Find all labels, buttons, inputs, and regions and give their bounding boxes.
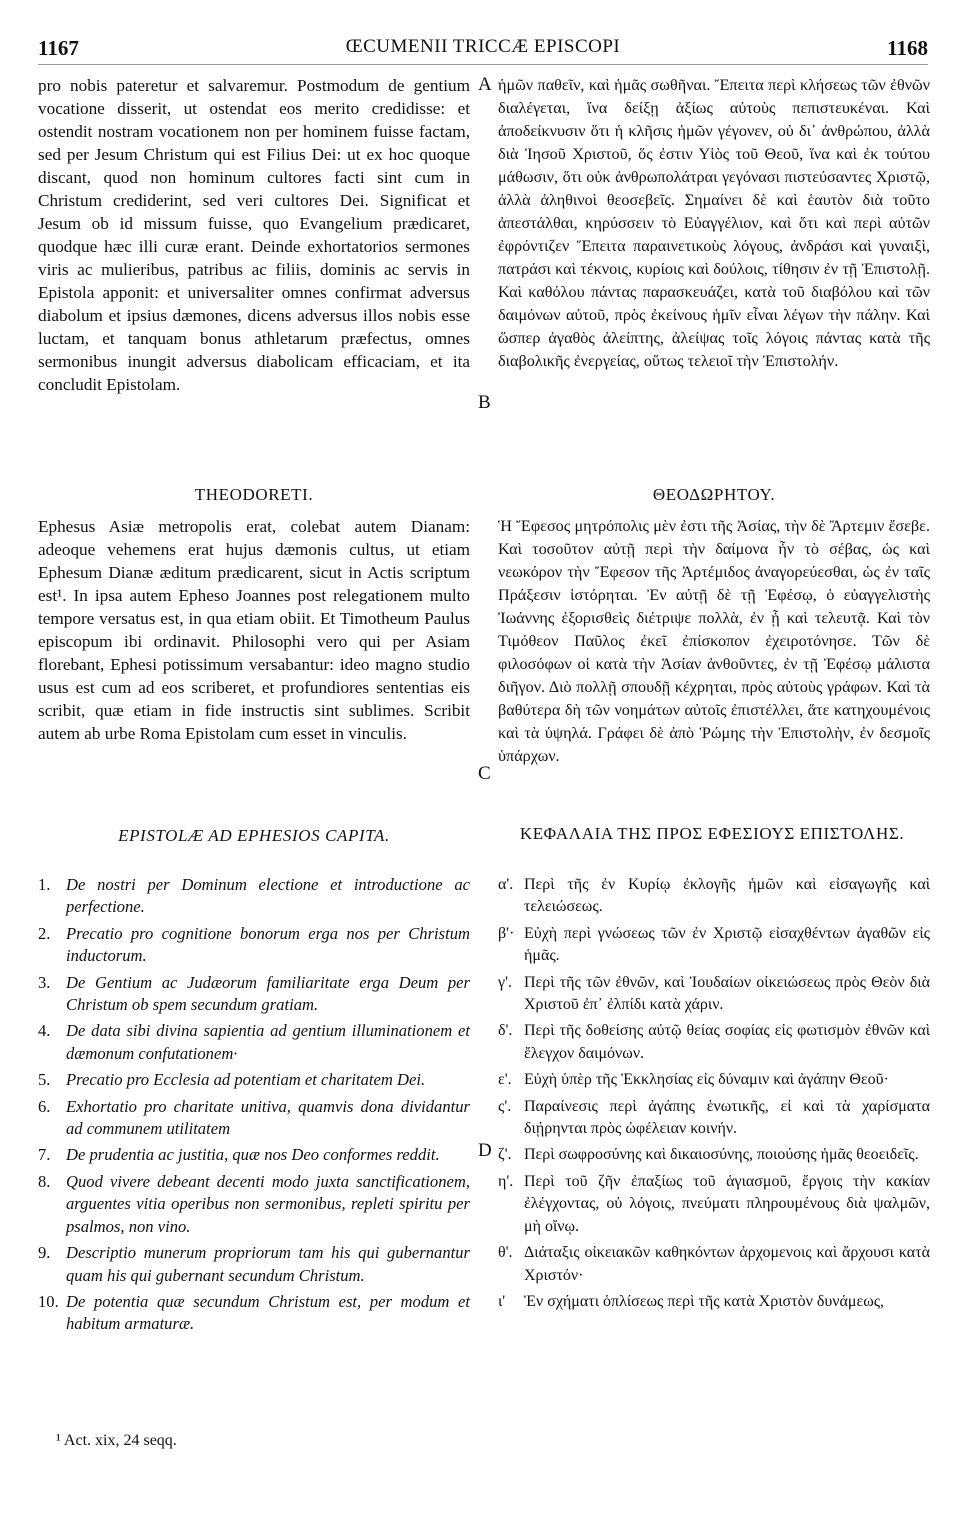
greek-chapter-text: Περὶ σωφροσύνης καὶ δικαιοσύνης, ποιούσης ἡμᾶς θεοειδεῖς.: [524, 1146, 919, 1164]
latin-chapter-number: 1.: [38, 875, 51, 894]
greek-chapter-number: ζ'.: [498, 1146, 512, 1164]
greek-chapter-number: ε'.: [498, 1071, 512, 1089]
greek-chapters-heading: ΚΕΦΑΛΑΙΑ ΤΗΣ ΠΡΟΣ ΕΦΕΣΙΟΥΣ ΕΠΙΣΤΟΛΗΣ.: [519, 824, 905, 843]
latin-chapter-item: [38, 923, 470, 968]
latin-theodoreti-text: Ephesus Asiæ metropolis erat, colebat autem Dianam: adeoque vehemens erat hujus dæmonis cultus, ut etiam Ephesum Dianæ æditum prædicarent, sicut in Actis scriptum est¹. In ipsa autem Epheso Joannes post relegationem multo tempore versatus est, in qua etiam obiit. Et Timotheum Paulus episcopum ibi ordinavit. Philosophi vero qui per Asiam florebant, Ephesi potissimum versabantur: ideo magno studio usus est cum ad eos scriberet, et profundiores sententias eis scribit, quæ etiam in fide instructis sint sublimes. Scribit autem ab urbe Roma Epistolam cum esset in vinculis.: [38, 517, 470, 743]
latin-chapter-number: 9.: [38, 1243, 51, 1263]
greek-intro-text: ἡμῶν παθεῖν, καὶ ἡμᾶς σωθῆναι. Ἔπειτα περὶ κλήσεως τῶν ἐθνῶν διαλέγεται, ἵνα δείξῃ ἀξίως αὐτοὺς πεπιστευκέναι. Καὶ ἀποδείκνυσιν ὅτι ἡ κλῆσις ἡμῶν γέγονεν, οὐ δι᾽ ἀνθρώπου, ἀλλὰ διὰ Ἰησοῦ Χριστοῦ, ὅς ἐστιν Υἱὸς τοῦ Θεοῦ, ἵνα καὶ ἐκ τούτου μάθωσιν, ὅτι οὐκ ἀνθρωπολάτραι γεγόνασι πιστεύσαντες Χριστῷ, ἀλλὰ ἀληθινοὶ θεοσεβεῖς. Σημαίνει δὲ καὶ ἑαυτὸν διὰ τοῦτο ἀπεστάλθαι, κηρύσσειν τὸ Εὐαγγέλιον, καὶ ὅτι καὶ περὶ αὐτῶν ἐφρόντιζεν Ἔπειτα παραινετικοὺς λόγους, ἀνδράσι καὶ γυναιξὶ, πατράσι καὶ τέκνοις, κυρίοις καὶ δούλοις, τίθησιν ἐν τῇ Ἐπιστολῇ. Καὶ καθόλου πάντας παρασκευάζει, κατὰ τοῦ διαβόλου καὶ τῶν δαιμόνων αὐτοῦ, πρὸς ἐκείνους ἡμῖν εἶναι λέγων τὴν πάλην. Καὶ ὥσπερ ἀγαθὸς ἀλείπτης, ἀλείψας τοῖς λόγοις πάντας κατὰ τῆς διαβολικῆς ἐνεργείας, οὕτως τελειοῖ τὴν Ἐπιστολήν.: [498, 76, 930, 370]
greek-chapter-text: Περὶ τῆς ἐν Κυρίῳ ἐκλογῆς ἡμῶν καὶ εἰσαγωγῆς καὶ τελειώσεως.: [524, 876, 930, 916]
margin-marker-b: B: [478, 392, 491, 413]
latin-chapter-text: Precatio pro cognitione bonorum erga nos per Christum inductorum.: [66, 923, 470, 966]
page-number-left: 1167: [38, 36, 79, 60]
latin-chapter-number: 5.: [38, 1070, 51, 1090]
latin-chapter-number: 10.: [38, 1291, 59, 1311]
latin-chapter-text: Precatio pro Ecclesia ad potentiam et charitatem Dei.: [66, 1070, 426, 1090]
greek-chapter-item: [498, 972, 930, 1017]
latin-chapter-item: [38, 1096, 470, 1141]
greek-chapter-text: Διάταξις οἰκειακῶν καθηκόντων ἀρχομενοις καὶ ἄρχουσι κατὰ Χριστόν·: [524, 1244, 930, 1284]
latin-chapter-text: De Gentium ac Judæorum familiaritate erga Deum per Christum ob spem secundum gratiam.: [66, 972, 470, 1015]
latin-chapter-item: [38, 1069, 470, 1091]
greek-chapter-item: [498, 1171, 930, 1238]
greek-chapter-item: [498, 874, 930, 919]
greek-chapter-text: Περὶ τῆς δοθείσης αὐτῷ θείας σοφίας εἰς φωτισμὸν ἐθνῶν καὶ ἔλεγχον δαιμόνων.: [524, 1022, 930, 1062]
margin-marker-a: A: [478, 74, 492, 95]
latin-chapter-item: [38, 1171, 470, 1238]
greek-chapter-text: Παραίνεσις περὶ ἀγάπης ἑνωτικῆς, εἰ καὶ τὰ χαρίσματα διῄρηνται πρὸς ὠφέλειαν κοινήν.: [524, 1097, 930, 1138]
latin-chapter-text: Quod vivere debeant decenti modo juxta sanctificationem, arguentes vitia operibus non sermonibus, repleti spiritu per psalmos, non vino.: [66, 1171, 470, 1236]
greek-chapter-number: θ'.: [498, 1244, 513, 1262]
running-title: ŒCUMENII TRICCÆ EPISCOPI: [345, 36, 621, 57]
greek-chapter-number: ς'.: [498, 1097, 512, 1115]
greek-chapter-text: Ἐν σχήματι ὁπλίσεως περὶ τῆς κατὰ Χριστὸν δυνάμεως,: [524, 1292, 885, 1310]
latin-chapter-item: [38, 972, 470, 1017]
latin-chapter-number: 2.: [38, 923, 51, 943]
greek-chapter-item: [498, 1069, 930, 1091]
latin-chapter-text: De potentia quæ secundum Christum est, per modum et habitum armaturæ.: [66, 1291, 470, 1334]
greek-chapter-item: [498, 1020, 930, 1065]
greek-chapter-item: [498, 1242, 930, 1287]
footnote: ¹ Act. xix, 24 seqq.: [56, 1432, 177, 1449]
greek-intro: [498, 74, 930, 373]
latin-chapter-item: [38, 1242, 470, 1287]
header-rule: [38, 64, 928, 65]
greek-chapter-number: β'·: [498, 924, 515, 942]
greek-chapter-number: δ'.: [498, 1022, 513, 1040]
latin-theodoreti: [38, 515, 470, 745]
greek-theodoretou-heading: ΘΕΟΔΩΡΗΤΟΥ.: [652, 485, 776, 504]
latin-intro-text: pro nobis pateretur et salvaremur. Postmodum de gentium vocatione disserit, ut ostendat eos merito credidisse: et ostendit nostram vocationem non per hominem fuisse factam, sed per Jesum Christum qui est Filius Dei: ut ex hoc quoque discant, quod non hominum cultores facti sint cum in Christum crediderint, sed veri cultores Dei. Significat et Jesum ob id missum fuisse, quo Evangelium prædicaret, quodque hæc illi curæ erant. Deinde exhortatorios sermones viris ac mulieribus, patribus ac filiis, dominis ac servis in Epistola apponit: et universaliter omnes confirmat adversus diabolum et ipsius dæmones, dicens adversus illos nobis esse luctam, et tanquam bonus athletarum præfectus, omnes sermonibus inungit adversus diabolicam efficaciam, et ita concludit Epistolam.: [38, 76, 470, 394]
page-number-right: 1168: [887, 36, 928, 60]
latin-chapter-list: [38, 874, 470, 1340]
latin-chapter-number: 4.: [38, 1021, 51, 1041]
latin-theodoreti-heading: THEODORETI.: [194, 485, 314, 504]
latin-chapter-text: De prudentia ac justitia, quæ nos Deo conformes reddit.: [66, 1145, 440, 1165]
margin-marker-d: D: [478, 1140, 492, 1161]
greek-chapter-text: Εὐχὴ περὶ γνώσεως τῶν ἐν Χριστῷ εἰσαχθέντων ἀγαθῶν εἰς ἡμᾶς.: [524, 924, 930, 965]
greek-theodoretou-text: Ἡ Ἔφεσος μητρόπολις μὲν ἐστι τῆς Ἀσίας, τὴν δὲ Ἄρτεμιν ἔσεβε. Καὶ τοσοῦτον αὐτῇ περὶ τὴν δαίμονα ἦν τὸ σέβας, ὡς καὶ νεωκόρον τὴν Ἔφεσον τῆς Ἀρτέμιδος ἀναγορεύεσθαι, ὡς ἐν ταῖς Πράξεσιν ἱστόρηται. Ἐν αὐτῇ δὲ τῇ Ἐφέσῳ, ὁ εὐαγγελιστὴς Ἰωάννης ἐξορισθεὶς διέτριψε πολλὰ, ἐν ᾗ καὶ τελευτᾷ. Καὶ τὸν Τιμόθεον Παῦλος ἐκεῖ ἐπίσκοπον ἐχειροτόνησε. Τῶν δὲ φιλοσόφων οἱ κατὰ τὴν Ἀσίαν ἀνθοῦντες, ἐν τῇ Ἐφέσῳ μάλιστα διῆγον. Διὸ πολλῇ σπουδῇ κέχρηται, πρὸς αὐτοὺς γράφων. Καὶ τὰ βαθύτερα δὴ τῶν νοημάτων αὐτοῖς ἐπιστέλλει, ἅτε κατηχουμένοις καὶ τὰ ὑψηλά. Γράφει δὲ ἀπὸ Ῥώμης τὴν Ἐπιστολὴν, ἐν δεσμοῖς ὑπάρχων.: [498, 517, 930, 765]
latin-chapter-number: 6.: [38, 1096, 51, 1116]
margin-marker-c: C: [478, 763, 491, 784]
latin-chapter-text: De nostri per Dominum electione et introductione ac perfectione.: [66, 875, 470, 917]
greek-chapter-text: Περὶ τοῦ ζῆν ἐπαξίως τοῦ ἁγιασμοῦ, ἔργοις τὴν κακίαν ἐλέγχοντας, οὐ λόγοις, πνεύματι πληρουμένους διὰ ψαλμῶν, μὴ οἴνῳ.: [524, 1172, 930, 1235]
latin-chapter-item: [38, 874, 470, 919]
greek-chapter-item: [498, 1291, 930, 1313]
latin-chapter-text: Exhortatio pro charitate unitiva, quamvis dona dividantur ad communem utilitatem: [66, 1096, 470, 1139]
greek-chapter-item: [498, 1096, 930, 1141]
latin-chapter-number: 8.: [38, 1171, 51, 1191]
greek-chapter-number: ι': [498, 1292, 506, 1310]
latin-chapter-number: 7.: [38, 1145, 51, 1165]
greek-chapter-list: [498, 874, 930, 1317]
latin-chapter-text: De data sibi divina sapientia ad gentium illuminationem et dæmonum confutationem·: [66, 1021, 470, 1063]
latin-chapter-item: [38, 1020, 470, 1065]
greek-chapter-number: α'.: [498, 876, 514, 893]
latin-chapter-item: [38, 1144, 470, 1166]
latin-chapter-item: [38, 1291, 470, 1336]
greek-chapter-text: Περὶ τῆς τῶν ἐθνῶν, καὶ Ἰουδαίων οἰκειώσεως πρὸς Θεὸν διὰ Χριστοῦ ἐπ᾽ ἐλπίδι κατὰ χάριν.: [524, 973, 930, 1014]
latin-chapter-number: 3.: [38, 972, 51, 992]
greek-chapter-number: γ'.: [498, 973, 512, 991]
greek-chapter-text: Εὐχὴ ὑπὲρ τῆς Ἐκκλησίας εἰς δύναμιν καὶ ἀγάπην Θεοῦ·: [524, 1071, 889, 1089]
greek-chapter-item: [498, 1144, 930, 1166]
greek-chapter-number: η'.: [498, 1172, 514, 1190]
greek-chapter-item: [498, 923, 930, 968]
latin-intro: [38, 74, 470, 396]
greek-theodoretou: [498, 515, 930, 768]
latin-chapter-text: Descriptio munerum propriorum tam his qui gubernantur quam his qui gubernant secundum Christum.: [66, 1243, 470, 1285]
page-header: [38, 36, 928, 66]
latin-chapters-heading: EPISTOLÆ AD EPHESIOS CAPITA.: [118, 826, 390, 845]
